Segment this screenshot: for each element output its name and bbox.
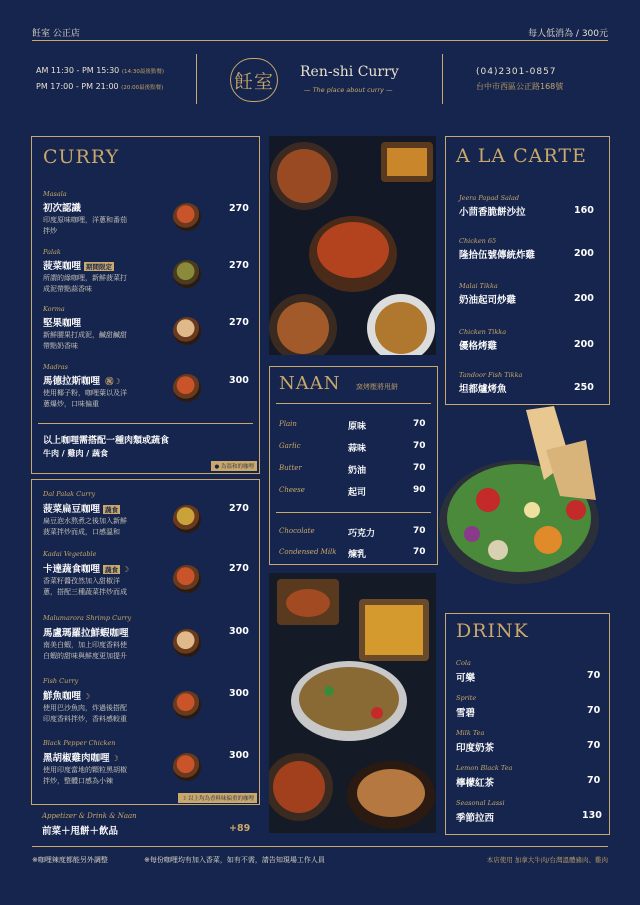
spicy-moon-icon: ☽ xyxy=(122,565,130,574)
naan-item-en: Butter xyxy=(279,464,302,472)
naan-item-name: 起司 xyxy=(348,488,367,498)
curry-item-name: 堅果咖哩 xyxy=(43,318,82,329)
header-top-divider xyxy=(32,40,608,41)
drink-item-en: Lemon Black Tea xyxy=(456,764,513,772)
curry-item-en: Dal Palak Curry xyxy=(43,490,96,498)
alacarte-item-price: 200 xyxy=(574,293,594,304)
curry-item-name: 初次認識 xyxy=(43,203,82,214)
naan-title: NAAN xyxy=(279,373,341,394)
curry-item-name: 馬德拉斯咖哩 ㊗☽ xyxy=(43,376,121,387)
footer-spice-note: ※咖哩辣度都能另外調整 xyxy=(32,856,108,864)
curry-item-en: Madras xyxy=(43,363,69,371)
curry-bowl-image xyxy=(173,565,201,593)
naan-item-en: Cheese xyxy=(279,486,305,494)
curry-title: CURRY xyxy=(43,146,120,168)
curry-item-price: 300 xyxy=(229,688,249,699)
naan-subtitle: 窯烤壓將甩餅 xyxy=(356,383,398,391)
curry-item-en: Masala xyxy=(43,190,67,198)
drink-item-en: Milk Tea xyxy=(456,729,485,737)
alacarte-item-price: 200 xyxy=(574,248,594,259)
drink-item-name: 檸檬紅茶 xyxy=(456,778,495,789)
curry-item-price: 270 xyxy=(229,317,249,328)
curry-bowl-image xyxy=(173,260,201,288)
drink-item-name: 季節拉西 xyxy=(456,813,495,824)
curry-item-desc: 印度原味咖哩，洋蔥和番茄 拌炒 xyxy=(43,216,127,235)
spicy-moon-icon: ☽ xyxy=(111,754,119,763)
curry-item-desc: 南美白蝦，加上印度香料使 白蝦的甜味與鮮度更加提升 xyxy=(43,641,127,660)
brand-name: Ren-shi Curry xyxy=(300,64,399,80)
food-photo-top xyxy=(269,136,436,355)
alacarte-item-name: 隆拾伍號傳統炸雞 xyxy=(459,250,536,261)
hours-dinner: PM 17:00 - PM 21:00 (20:00最後點餐) xyxy=(36,82,164,91)
food-photo-illustration xyxy=(269,136,436,355)
curry-item-desc: 香菜籽醬孜然加入甜椒洋 蔥，搭配三種蔬菜拌炒而成 xyxy=(43,577,127,596)
pairing-note: 以上咖哩需搭配一種肉類或蔬食 xyxy=(43,436,170,446)
curry-item-name: 黑胡椒雞肉咖哩 ☽ xyxy=(43,753,119,764)
naan-item-price: 90 xyxy=(413,485,426,495)
curry-item-desc: 所謂的綠咖哩，新鮮菠菜打 成泥帶點蒜香味 xyxy=(43,274,127,293)
set-meal-price: +89 xyxy=(229,823,251,834)
naan-item-name: 奶油 xyxy=(348,466,367,476)
curry-panel xyxy=(31,136,260,474)
curry-item-en: Korma xyxy=(43,305,65,313)
set-meal-en: Appetizer & Drink & Naan xyxy=(42,812,137,820)
brand-tagline: — The place about curry — xyxy=(304,86,393,94)
naan-panel xyxy=(269,366,438,565)
hours-lunch: AM 11:30 - PM 15:30 (14:30最後點餐) xyxy=(36,66,164,75)
naan-item-price: 70 xyxy=(413,547,426,557)
pairing-options: 牛肉 / 雞肉 / 蔬食 xyxy=(43,449,108,458)
curry-item-desc: 使用椰子粉，咖哩葉以及洋 蔥爆炒，口味偏重 xyxy=(43,389,127,408)
food-photo-illustration xyxy=(269,573,436,833)
footer-meat-origin: 本店使用 加拿大牛肉/台灣溫體豬肉、雞肉 xyxy=(486,856,608,864)
naan-item-name: 巧克力 xyxy=(348,529,376,539)
alacarte-item-name: 優格烤雞 xyxy=(459,341,498,352)
alacarte-item-name: 小茴香脆餅沙拉 xyxy=(459,207,526,218)
alacarte-item-name: 奶油起司炒雞 xyxy=(459,295,517,306)
spicy-curry-badge: ☽ 以上均為香料味偏重的咖哩 xyxy=(178,793,257,803)
curry-item-price: 270 xyxy=(229,563,249,574)
curry-bowl-image xyxy=(173,753,201,781)
curry-item-en: Kadai Vegetable xyxy=(43,550,97,558)
drink-item-price: 70 xyxy=(587,670,601,681)
naan-item-price: 70 xyxy=(413,441,426,451)
store-name: 飪室 公正店 xyxy=(32,29,80,39)
naan-item-price: 70 xyxy=(413,419,426,429)
curry-pairing-divider xyxy=(38,423,253,424)
curry-item-desc: 扁豆泡水熬煮之後加入新鮮 菠菜拌炒而成，口感溫和 xyxy=(43,517,127,536)
alacarte-item-en: Jeera Papad Salad xyxy=(459,194,520,202)
naan-item-name: 煉乳 xyxy=(348,550,367,560)
mild-curry-badge: ● 為溫和的咖哩 xyxy=(211,461,257,471)
alacarte-item-price: 200 xyxy=(574,339,594,350)
curry-bowl-image xyxy=(173,203,201,231)
footer-coriander-note: ※每份咖哩均有加入香菜，如有不需，請告知現場工作人員 xyxy=(144,856,325,864)
curry-item-en: Fish Curry xyxy=(43,677,79,685)
curry-item-name: 菠菜扁豆咖哩 蔬食 xyxy=(43,504,119,515)
drink-item-name: 可樂 xyxy=(456,673,476,684)
naan-item-en: Garlic xyxy=(279,442,301,450)
curry-item-name: 菠菜咖哩 期間限定 xyxy=(43,261,113,272)
drink-item-en: Seasonal Lassi xyxy=(456,799,505,807)
curry-item-desc: 使用印度當地的顆粒黑胡椒 拌炒，整體口感為小辣 xyxy=(43,766,127,785)
logo: 飪室 xyxy=(230,58,278,102)
alacarte-title: A LA CARTE xyxy=(456,145,587,167)
curry-item-en: Malumarora Shrimp Curry xyxy=(43,614,132,622)
curry-item-en: Black Pepper Chicken xyxy=(43,739,116,747)
curry-bowl-image xyxy=(173,374,201,402)
naan-item-price: 70 xyxy=(413,463,426,473)
curry-item-price: 270 xyxy=(229,203,249,214)
food-photo-bottom xyxy=(269,573,436,833)
alacarte-item-en: Tandoor Fish Tikka xyxy=(459,371,523,379)
curry-item-price: 270 xyxy=(229,503,249,514)
curry-item-price: 300 xyxy=(229,750,249,761)
naan-divider-top xyxy=(276,403,431,404)
naan-item-price: 70 xyxy=(413,526,426,536)
curry-item-price: 270 xyxy=(229,260,249,271)
drink-item-en: Sprite xyxy=(456,694,477,702)
drink-item-price: 70 xyxy=(587,740,601,751)
salad-bowl-image xyxy=(436,400,606,592)
vegetarian-tag: 蔬食 xyxy=(105,506,119,514)
drink-item-price: 70 xyxy=(587,775,601,786)
drink-item-name: 印度奶茶 xyxy=(456,743,495,754)
naan-item-en: Condensed Milk xyxy=(279,548,337,556)
drink-title: DRINK xyxy=(456,620,529,642)
alacarte-item-en: Malai Tikka xyxy=(459,282,498,290)
naan-item-name: 原味 xyxy=(348,422,367,432)
naan-item-en: Plain xyxy=(279,420,297,428)
drink-item-name: 雪碧 xyxy=(456,708,476,719)
alacarte-item-price: 250 xyxy=(574,382,594,393)
curry-bowl-image xyxy=(173,691,201,719)
curry-item-desc: 使用巴沙魚肉，炸過後搭配 印度香料拌炒，香料感較重 xyxy=(43,704,127,723)
curry-panel-2 xyxy=(31,479,260,805)
phone-number: (04)2301-0857 xyxy=(476,67,557,77)
minimum-charge: 每人低消為 / 300元 xyxy=(528,29,608,39)
alacarte-item-en: Chicken 65 xyxy=(459,237,497,245)
alacarte-item-price: 160 xyxy=(574,205,594,216)
naan-item-name: 蒜味 xyxy=(348,444,367,454)
curry-bowl-image xyxy=(173,629,201,657)
curry-item-name: 鮮魚咖哩 ☽ xyxy=(43,691,91,702)
naan-divider-mid xyxy=(276,512,431,513)
curry-item-en: Palak xyxy=(43,248,61,256)
curry-item-name: 馬盧瑪羅拉鮮蝦咖哩 xyxy=(43,628,129,639)
limited-tag: 期間限定 xyxy=(86,263,113,271)
curry-item-price: 300 xyxy=(229,375,249,386)
header-divider-right xyxy=(442,54,443,104)
drink-panel xyxy=(445,613,610,835)
header-divider-left xyxy=(196,54,197,104)
footer-divider xyxy=(32,846,608,847)
curry-bowl-image xyxy=(173,505,201,533)
naan-item-en: Chocolate xyxy=(279,527,315,535)
spicy-moon-icon: ㊗☽ xyxy=(105,377,121,386)
drink-item-price: 130 xyxy=(582,810,602,821)
alacarte-item-en: Chicken Tikka xyxy=(459,328,507,336)
address: 台中市西區公正路168號 xyxy=(476,82,564,91)
set-meal-name: 前菜＋甩餅＋飲品 xyxy=(42,826,119,837)
drink-item-en: Cola xyxy=(456,659,471,667)
vegetarian-tag: 蔬食 xyxy=(105,566,119,574)
alacarte-panel xyxy=(445,136,610,405)
alacarte-item-name: 坦都爐烤魚 xyxy=(459,384,507,395)
curry-item-price: 300 xyxy=(229,626,249,637)
spicy-moon-icon: ☽ xyxy=(83,692,91,701)
curry-item-name: 卡達蔬食咖哩 蔬食 ☽ xyxy=(43,564,130,575)
drink-item-price: 70 xyxy=(587,705,601,716)
curry-bowl-image xyxy=(173,317,201,345)
curry-item-desc: 新鮮腰果打成泥，鹹甜鹹甜 帶點奶香味 xyxy=(43,331,127,350)
